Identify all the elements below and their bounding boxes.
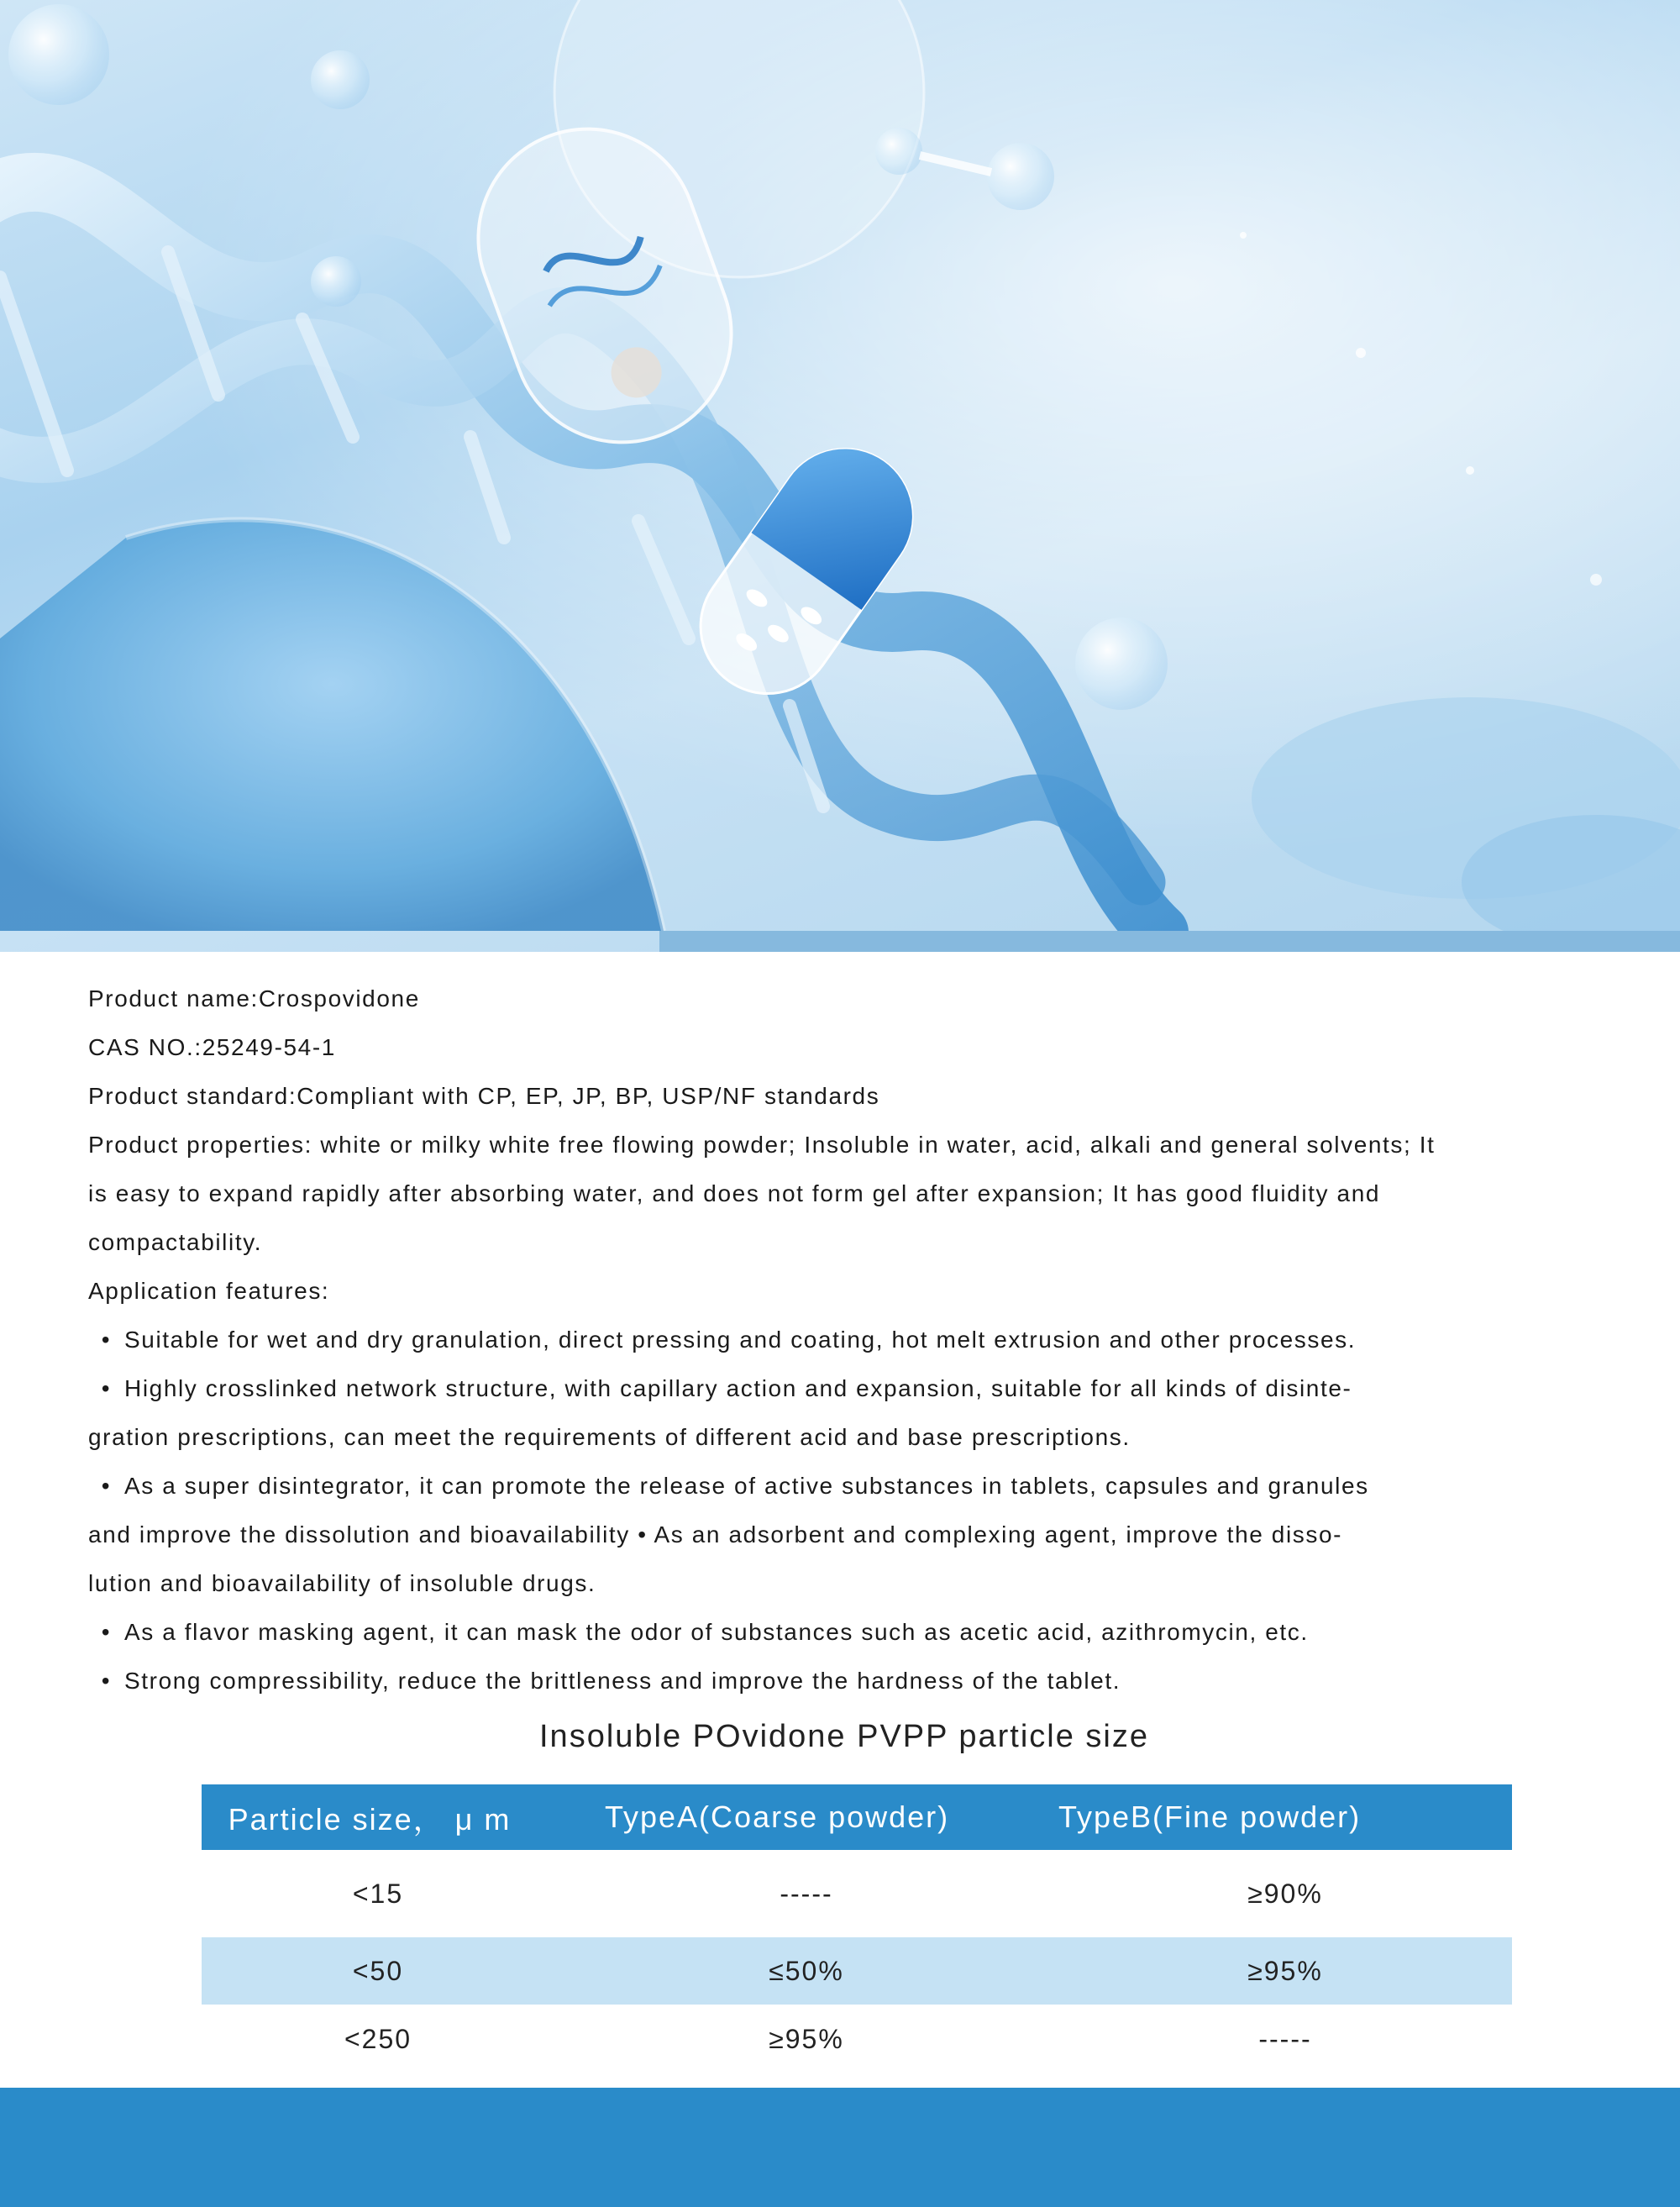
header-type-a: TypeA(Coarse powder) [554, 1784, 1058, 1850]
cell-particle-size: <50 [202, 1937, 554, 2005]
feature-line: • Suitable for wet and dry granulation, direct pressing and coating, hot melt extrusion and other processes. [88, 1316, 1567, 1364]
table-row [202, 1937, 1512, 2005]
application-features-heading: Application features: [88, 1278, 330, 1304]
feature-line: • As a super disintegrator, it can promote the release of active substances in tablets, capsules and granules [88, 1462, 1567, 1511]
feature-line: • Strong compressibility, reduce the brittleness and improve the hardness of the tablet. [88, 1657, 1567, 1705]
table-row [202, 1850, 1512, 1937]
feature-line: lution and bioavailability of insoluble drugs. [88, 1570, 596, 1596]
banner-illustration [0, 0, 1680, 952]
banner-bottom-strip [659, 931, 1680, 952]
cell-particle-size: <15 [352, 1878, 404, 1909]
footer-bar [0, 2088, 1680, 2207]
product-description [88, 975, 1567, 1705]
cell-type-a: ≥95% [769, 2023, 844, 2054]
table-title: Insoluble POvidone PVPP particle size [539, 1719, 1149, 1754]
feature-line: • Highly crosslinked network structure, with capillary action and expansion, suitable for all kinds of disinte- [88, 1364, 1567, 1413]
cas-number: CAS NO.:25249-54-1 [88, 1034, 336, 1060]
cell-type-b: ----- [1258, 2023, 1312, 2054]
hero-banner [0, 0, 1680, 952]
feature-line: gration prescriptions, can meet the requirements of different acid and base prescriptions. [88, 1424, 1131, 1450]
feature-line: and improve the dissolution and bioavailability • As an adsorbent and complexing agent, improve the disso- [88, 1521, 1343, 1548]
product-properties-line: Product properties: white or milky white free flowing powder; Insoluble in water, acid, alkali and general solvents; It [88, 1132, 1436, 1158]
feature-line: • As a flavor masking agent, it can mask the odor of substances such as acetic acid, azithromycin, etc. [88, 1608, 1567, 1657]
cell-particle-size: <250 [344, 2023, 412, 2054]
table-header-row [202, 1784, 1512, 1850]
product-properties-line: compactability. [88, 1229, 263, 1255]
product-properties-line: is easy to expand rapidly after absorbing water, and does not form gel after expansion; It has good fluidity and [88, 1180, 1381, 1206]
header-type-b: TypeB(Fine powder) [1058, 1784, 1512, 1850]
header-particle-size: Particle size， μ m [202, 1784, 554, 1850]
product-standard: Product standard:Compliant with CP, EP, JP, BP, USP/NF standards [88, 1083, 880, 1109]
particle-size-table [202, 1784, 1512, 2073]
product-name: Product name:Crospovidone [88, 985, 420, 1012]
cell-type-a: ----- [780, 1878, 833, 1909]
cell-type-a: ≤50% [554, 1937, 1058, 2005]
table-row [202, 2005, 1512, 2073]
cell-type-b: ≥95% [1058, 1937, 1512, 2005]
cell-type-b: ≥90% [1247, 1878, 1323, 1909]
